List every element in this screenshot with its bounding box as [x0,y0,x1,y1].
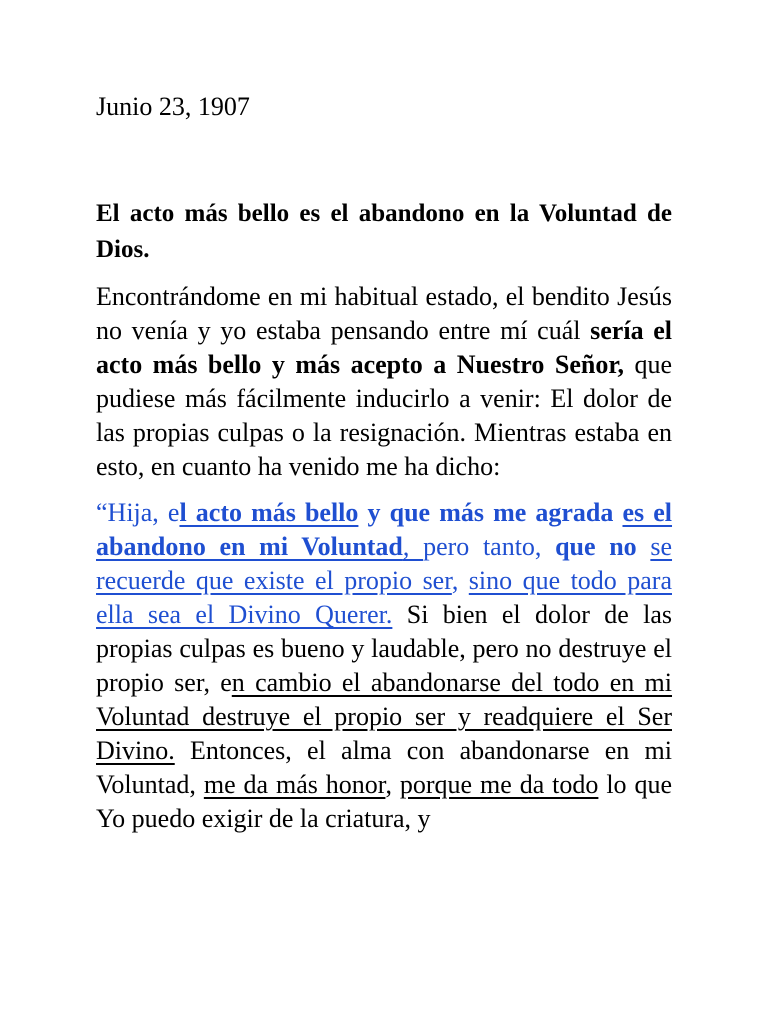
narrative-text-2: que pudiese más fácilmente inducirlo a venir: El dolor de las propias culpas o la resignación. Mientras estaba en esto, en cuanto ha venido me ha dicho: [96,350,672,481]
quote-bold-1: y que más me agrada [358,498,623,527]
narrative-text-1: Encontrándome en mi habitual estado, el bendito Jesús no venía y yo estaba pensando entre mí cuál [96,282,672,345]
quote-comma: , [451,566,469,595]
chapter-heading: El acto más bello es el abandono en la Voluntad de Dios. [96,200,672,263]
quote-space [637,532,651,561]
body-text-4: lo que Yo puedo exigir de la criatura, y [96,770,673,833]
quote-bold-underlined-1: l acto más bello [179,498,359,527]
body-text-3: , [385,770,400,799]
body-underlined-3: porque me da todo [399,770,599,799]
body-text-2: Entonces, el alma con abandonarse en mi Voluntad, [96,736,672,799]
narrative-paragraph [96,280,672,484]
quote-underlined-4: sino que todo para ella sea el Divino Querer. [96,566,672,629]
body-text-1: Si bien el dolor de las propias culpas es bueno y laudable, pero no destruye el propio ser, e [96,600,673,697]
jesus-quote-paragraph [96,496,672,836]
document-page [96,90,672,848]
entry-date: Junio 23, 1907 [96,92,250,121]
quote-underlined-comma: , [402,532,424,561]
body-underlined-1: n cambio el abandonarse del todo en mi Voluntad destruye el propio ser y readquiere el Ser Divino. [96,668,673,765]
narrative-bold-phrase: sería el acto más bello y más acepto a Nuestro Señor, [96,316,672,379]
quote-opening: “Hija, e [96,498,180,527]
quote-underlined-3: se recuerde que existe el propio ser [96,532,673,595]
body-underlined-2: me da más honor [203,770,386,799]
quote-bold-2: que no [555,532,637,561]
quote-text-1: pero tanto, [423,532,556,561]
quote-bold-underlined-2: es el abandono en mi Voluntad [96,498,673,561]
